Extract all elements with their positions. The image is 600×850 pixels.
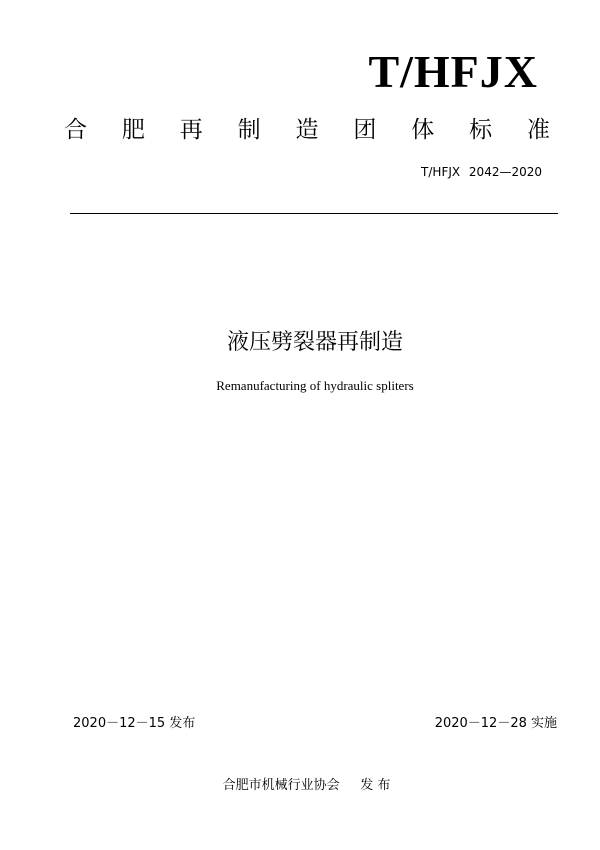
standard-number: T/HFJX 2042—2020 [421, 165, 542, 179]
standard-type-char: 造 [295, 117, 319, 143]
organization-code: T/HFJX [368, 46, 538, 97]
standard-type-char: 标 [469, 117, 493, 143]
standard-type-char: 制 [237, 117, 261, 143]
standard-type-heading [64, 112, 550, 148]
implementation-date: 2020－12－28 实施 [434, 716, 557, 731]
document-title-chinese: 液压劈裂器再制造 [226, 330, 403, 355]
issue-date: 2020－12－15 发布 [73, 716, 196, 731]
standard-type-char: 团 [353, 117, 377, 143]
publisher: 合肥市机械行业协会 发 布 [222, 778, 391, 793]
header-divider [70, 213, 558, 214]
document-title-english: Remanufacturing of hydraulic spliters [216, 378, 414, 393]
standard-type-char: 体 [411, 117, 435, 143]
standard-type-char: 准 [527, 117, 550, 143]
standard-type-char: 合 [64, 117, 87, 143]
standard-type-char: 肥 [121, 117, 145, 143]
standard-type-char: 再 [179, 117, 203, 143]
